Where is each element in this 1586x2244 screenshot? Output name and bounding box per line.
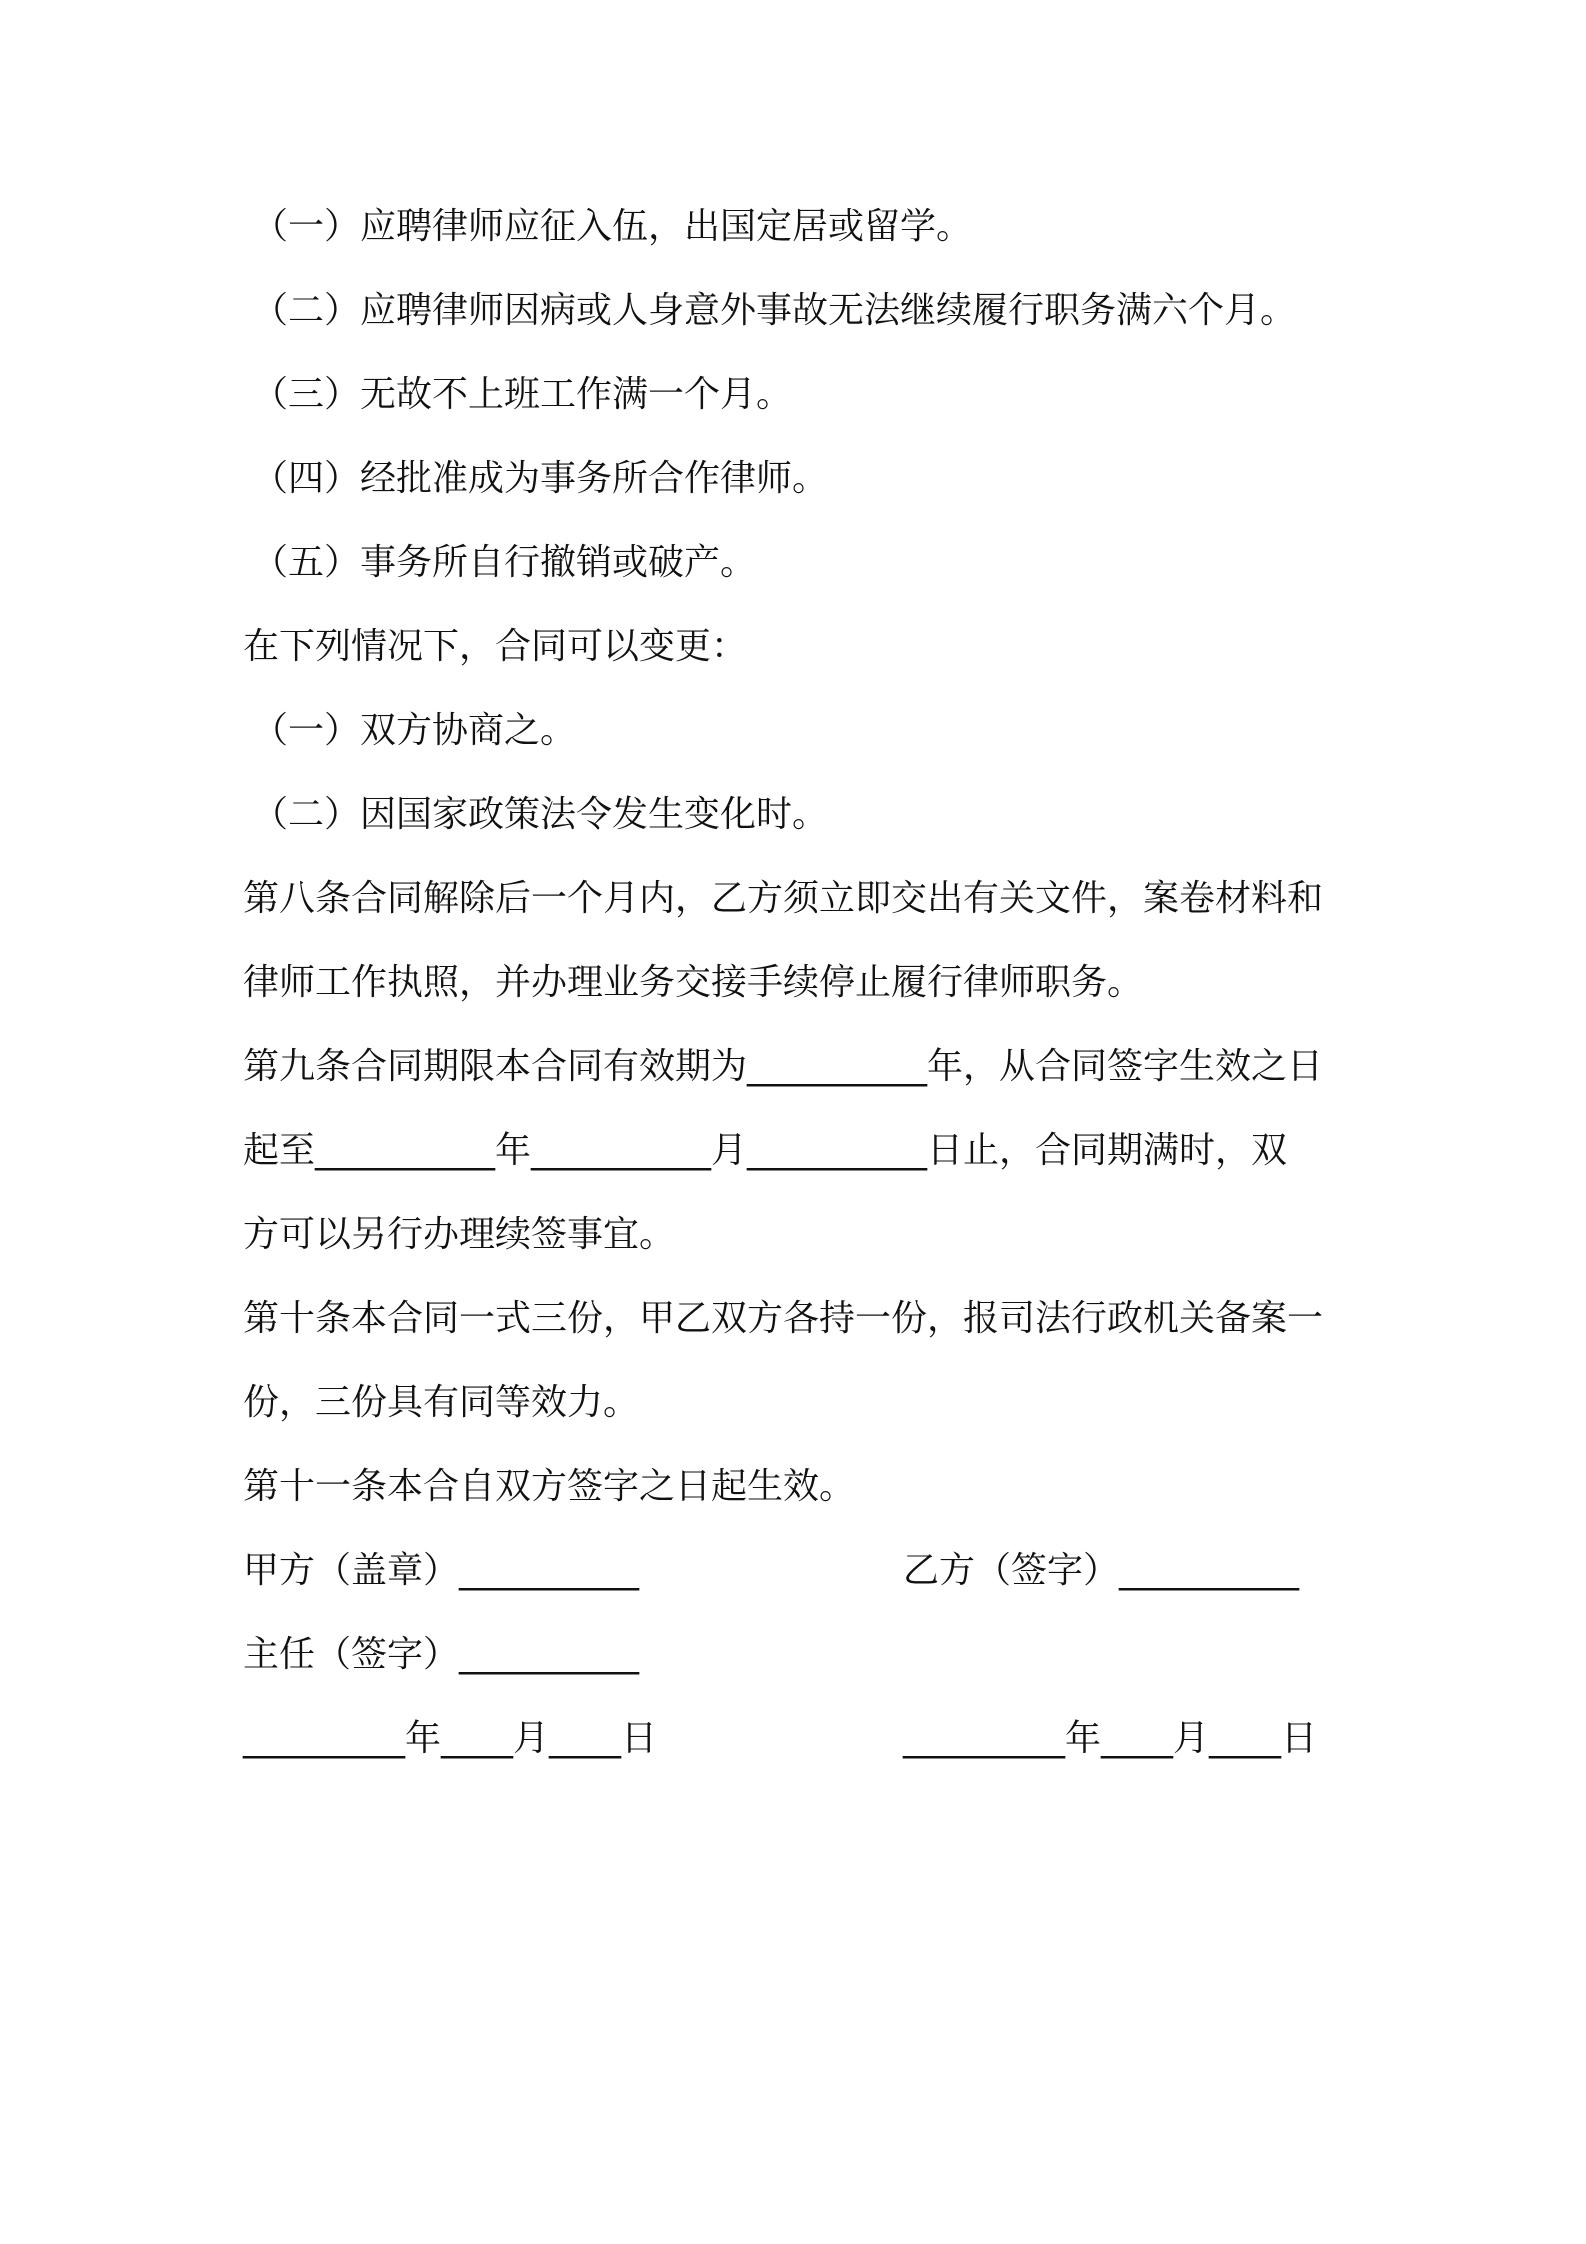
article-9-line-3: 方可以另行办理续签事宜。 <box>243 1214 676 1255</box>
change-conditions-heading: 在下列情况下，合同可以变更： <box>243 626 748 667</box>
party-b-sign-field: 乙方（签字）__________ <box>903 1550 1300 1591</box>
article-8-line-1: 第八条合同解除后一个月内，乙方须立即交出有关文件，案卷材料和 <box>243 878 1324 919</box>
article-9-line-1: 第九条合同期限本合同有效期为__________年，从合同签字生效之日 <box>243 1046 1324 1087</box>
director-sign-field: 主任（签字）__________ <box>243 1634 640 1675</box>
clause-item-2: （二）应聘律师因病或人身意外事故无法继续履行职务满六个月。 <box>252 290 1297 331</box>
clause-item-5: （五）事务所自行撤销或破产。 <box>252 542 757 583</box>
party-a-seal-field: 甲方（盖章）__________ <box>243 1550 640 1591</box>
article-8-line-2: 律师工作执照，并办理业务交接手续停止履行律师职务。 <box>243 962 1144 1003</box>
date-field-left: _________年____月____日 <box>243 1718 657 1759</box>
clause-item-1: （一）应聘律师应征入伍，出国定居或留学。 <box>252 206 973 247</box>
article-11: 第十一条本合自双方签字之日起生效。 <box>243 1466 856 1507</box>
article-9-line-2: 起至__________年__________月__________日止，合同期满时，双 <box>243 1130 1288 1171</box>
article-10-line-1: 第十条本合同一式三份，甲乙双方各持一份，报司法行政机关备案一 <box>243 1298 1324 1339</box>
date-field-right: _________年____月____日 <box>903 1718 1317 1759</box>
clause-item-3: （三）无故不上班工作满一个月。 <box>252 374 793 415</box>
clause-item-4: （四）经批准成为事务所合作律师。 <box>252 458 829 499</box>
change-item-1: （一）双方协商之。 <box>252 710 577 751</box>
article-10-line-2: 份，三份具有同等效力。 <box>243 1382 640 1423</box>
change-item-2: （二）因国家政策法令发生变化时。 <box>252 794 829 835</box>
